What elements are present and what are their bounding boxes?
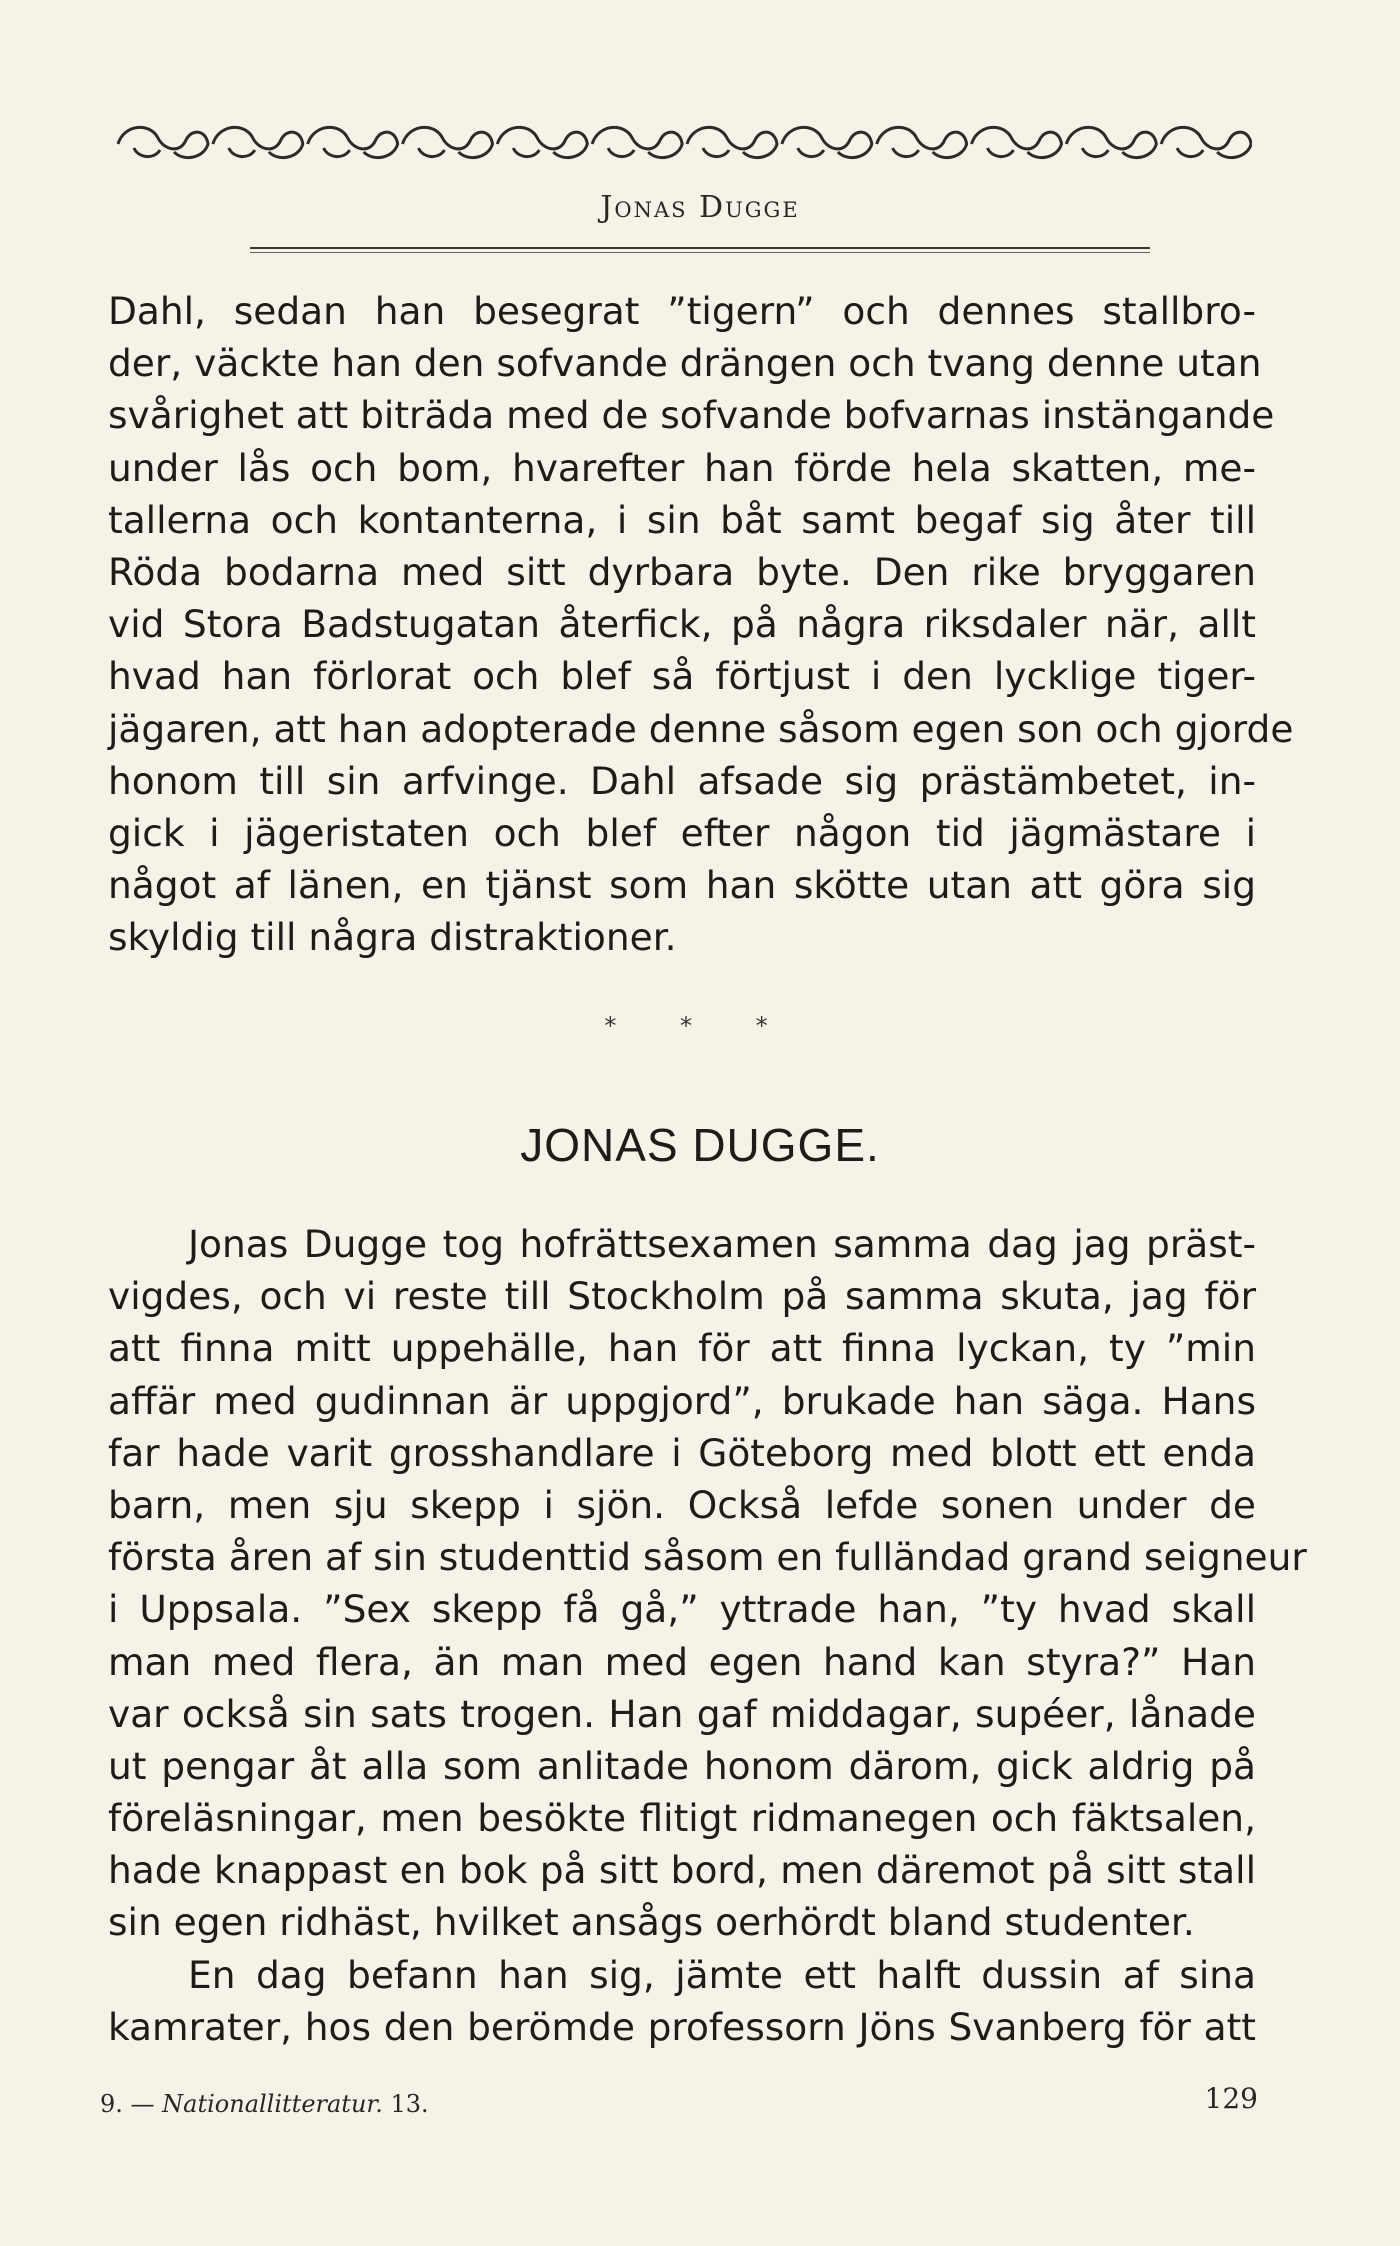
header-rule bbox=[250, 247, 1150, 249]
text-line: föreläsningar, men besökte flitigt ridmanegen och fäktsalen, bbox=[108, 1796, 1256, 1841]
text-line: man med flera, än man med egen hand kan styra?” Han bbox=[108, 1639, 1256, 1684]
text-line: Dahl, sedan han besegrat ”tigern” och dennes stallbro- bbox=[108, 289, 1256, 333]
text-line: något af länen, en tjänst som han skötte utan att göra sig bbox=[108, 863, 1256, 908]
text-line: vigdes, och vi reste till Stockholm på samma skuta, jag för bbox=[108, 1274, 1256, 1319]
text-line: hvad han förlorat och blef så förtjust i den lycklige tiger- bbox=[108, 654, 1256, 699]
running-head: Jonas Dugge bbox=[600, 190, 800, 225]
text-line: jägaren, att han adopterade denne såsom egen son och gjorde bbox=[108, 706, 1294, 751]
text-line: vid Stora Badstugatan återfick, på några riksdaler när, allt bbox=[108, 602, 1256, 647]
section-separator: * * * bbox=[604, 1012, 796, 1040]
signature-series: Nationallitteratur. bbox=[162, 2090, 383, 2118]
text-line: att finna mitt uppehälle, han för att finna lyckan, ty ”min bbox=[108, 1326, 1256, 1371]
text-line: Jonas Dugge tog hofrättsexamen samma dag jag präst- bbox=[188, 1222, 1256, 1266]
text-line: kamrater, hos den berömde professorn Jöns Svanberg för att bbox=[108, 2004, 1256, 2049]
text-line: i Uppsala. ”Sex skepp få gå,” yttrade han, ”ty hvad skall bbox=[108, 1587, 1256, 1632]
text-line: barn, men sju skepp i sjön. Också lefde sonen under de bbox=[108, 1482, 1256, 1527]
text-line: under lås och bom, hvarefter han förde hela skatten, me- bbox=[108, 445, 1256, 490]
text-line: tallerna och kontanterna, i sin båt samt begaf sig åter till bbox=[108, 497, 1256, 542]
text-line: första åren af sin studenttid såsom en fulländad grand seigneur bbox=[108, 1535, 1307, 1580]
text-line: far hade varit grosshandlare i Göteborg med blott ett enda bbox=[108, 1430, 1256, 1475]
text-line: Röda bodarna med sitt dyrbara byte. Den rike bryggaren bbox=[108, 549, 1256, 594]
text-line: En dag befann han sig, jämte ett halft dussin af sina bbox=[188, 1952, 1256, 1997]
text-line: der, väckte han den sofvande drängen och tvang denne utan bbox=[108, 341, 1262, 386]
text-line: sin egen ridhäst, hvilket ansågs oerhördt bland studenter. bbox=[108, 1900, 1195, 1945]
header-rule-thin bbox=[250, 252, 1150, 253]
page-number: 129 bbox=[1204, 2082, 1258, 2115]
signature-prefix: 9. — bbox=[100, 2090, 163, 2118]
text-line: svårighet att biträda med de sofvande bofvarnas instängande bbox=[108, 393, 1275, 438]
printer-signature bbox=[100, 2090, 429, 2118]
text-line: honom till sin arfvinge. Dahl afsade sig prästämbetet, in- bbox=[108, 758, 1256, 803]
signature-suffix: 13. bbox=[382, 2090, 429, 2118]
text-line: skyldig till några distraktioner. bbox=[108, 915, 677, 960]
paragraph-jonas-dugge bbox=[108, 1218, 1307, 2053]
chapter-title: JONAS DUGGE. bbox=[520, 1119, 880, 1171]
text-line: affär med gudinnan är uppgjord”, brukade han säga. Hans bbox=[108, 1378, 1256, 1423]
paragraph-dahl bbox=[108, 285, 1294, 963]
text-line: hade knappast en bok på sitt bord, men däremot på sitt stall bbox=[108, 1848, 1256, 1893]
scroll-ornament-icon bbox=[114, 118, 1252, 168]
text-line: ut pengar åt alla som anlitade honom därom, gick aldrig på bbox=[108, 1743, 1256, 1788]
text-line: var också sin sats trogen. Han gaf middagar, supéer, lånade bbox=[108, 1691, 1256, 1736]
text-line: gick i jägeristaten och blef efter någon tid jägmästare i bbox=[108, 810, 1256, 855]
